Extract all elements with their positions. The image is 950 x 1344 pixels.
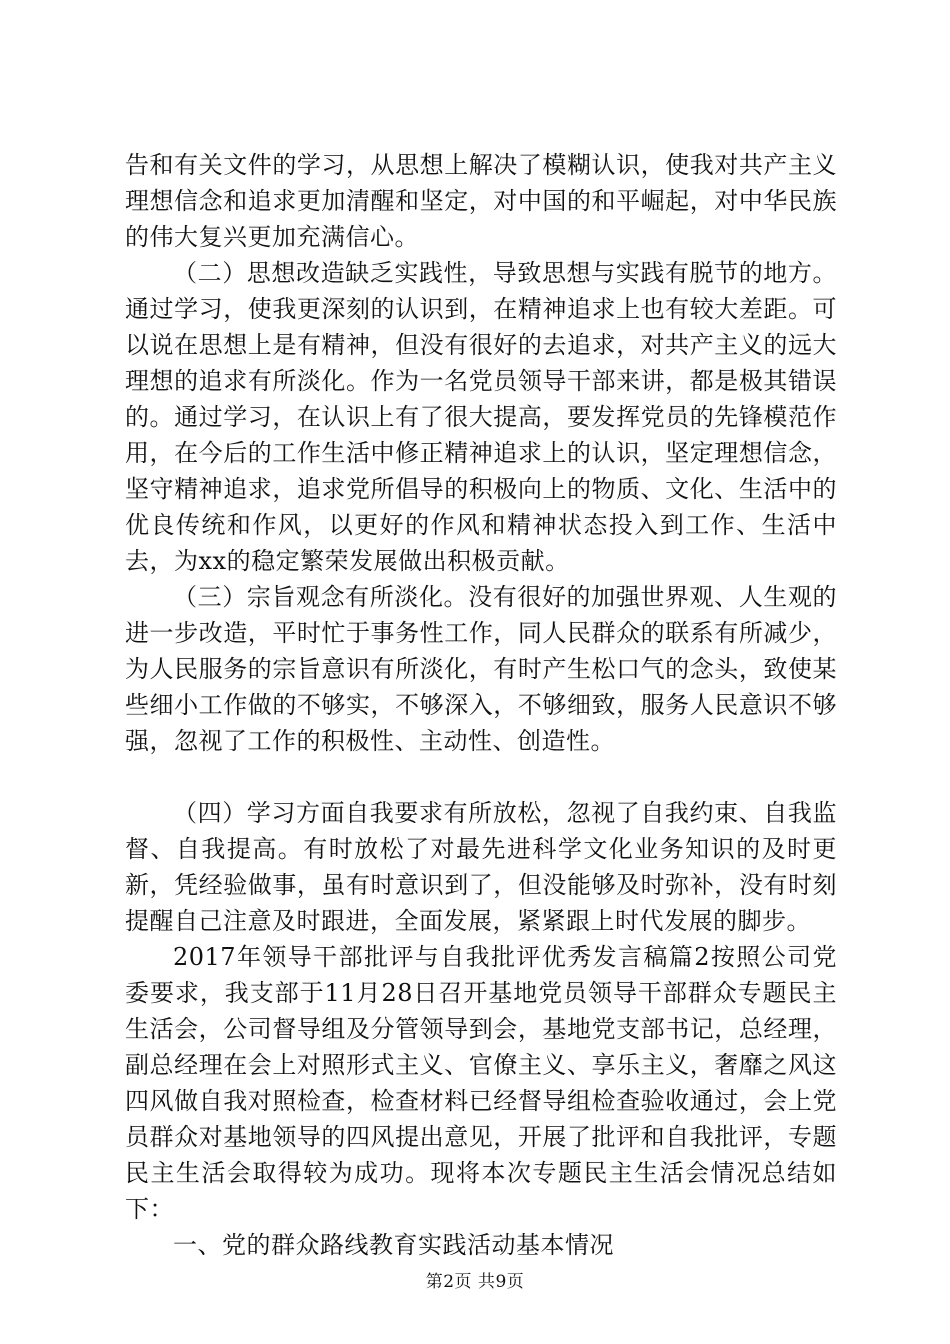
page-number-footer: 第2页 共9页 <box>425 1272 525 1292</box>
paragraph-section-2: （二）思想改造缺乏实践性，导致思想与实践有脱节的地方。通过学习，使我更深刻的认识到，在精神追求上也有较大差距。可以说在思想上是有精神，但没有很好的去追求，对共产主义的远大理想的追求有所淡化。作为一名党员领导干部来讲，都是极其错误的。通过学习，在认识上有了很大提高，要发挥党员的先锋模范作用，在今后的工作生活中修正精神追求上的认识，坚定理想信念，坚守精神追求，追求党所倡导的积极向上的物质、文化、生活中的优良传统和作风，以更好的作风和精神状态投入到工作、生活中去，为xx的稳定繁荣发展做出积极贡献。 <box>125 259 837 575</box>
paragraph-continuation: 告和有关文件的学习，从思想上解决了模糊认识，使我对共产主义理想信念和追求更加清醒和坚定，对中国的和平崛起，对中华民族的伟大复兴更加充满信心。 <box>125 151 837 251</box>
section-heading: 一、党的群众路线教育实践活动基本情况 <box>173 1231 614 1259</box>
paragraph-section-4: （四）学习方面自我要求有所放松，忽视了自我约束、自我监督、自我提高。有时放松了对最先进科学文化业务知识的及时更新，凭经验做事，虽有时意识到了，但没能够及时弥补，没有时刻提醒自己注意及时跟进，全面发展，紧紧跟上时代发展的脚步。 <box>125 799 837 935</box>
paragraph-gap <box>125 759 837 795</box>
document-body <box>125 147 837 1263</box>
paragraph-speech-2: 2017年领导干部批评与自我批评优秀发言稿篇2按照公司党委要求，我支部于11月28日召开基地党员领导干部群众专题民主生活会，公司督导组及分管领导到会，基地党支部书记，总经理，副总经理在会上对照形式主义、官僚主义、享乐主义，奢靡之风这四风做自我对照检查，检查材料已经督导组检查验收通过，会上党员群众对基地领导的四风提出意见，开展了批评和自我批评，专题民主生活会取得较为成功。现将本次专题民主生活会情况总结如下： <box>125 943 837 1223</box>
paragraph-section-3: （三）宗旨观念有所淡化。没有很好的加强世界观、人生观的进一步改造，平时忙于事务性工作，同人民群众的联系有所减少，为人民服务的宗旨意识有所淡化，有时产生松口气的念头，致使某些细小工作做的不够实，不够深入，不够细致，服务人民意识不够强，忽视了工作的积极性、主动性、创造性。 <box>125 583 837 755</box>
